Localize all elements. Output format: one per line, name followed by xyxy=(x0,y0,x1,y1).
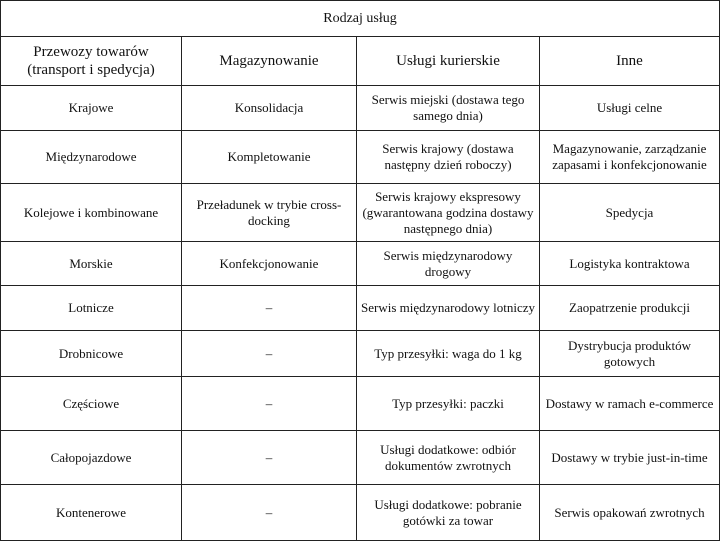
table-title-row xyxy=(1,1,720,37)
table-cell: Serwis międzynarodowy drogowy xyxy=(357,242,540,286)
table-cell: Konsolidacja xyxy=(182,86,357,131)
table-cell: Przeładunek w trybie cross-docking xyxy=(182,184,357,242)
table-cell: – xyxy=(182,331,357,377)
table-cell: Krajowe xyxy=(1,86,182,131)
table-cell: – xyxy=(182,377,357,431)
table-row xyxy=(1,431,720,485)
table-cell: Kontenerowe xyxy=(1,485,182,541)
table-row xyxy=(1,242,720,286)
table-cell: Logistyka kontraktowa xyxy=(540,242,720,286)
table-title: Rodzaj usług xyxy=(1,1,720,37)
table-cell: Dostawy w trybie just-in-time xyxy=(540,431,720,485)
table-cell: Typ przesyłki: waga do 1 kg xyxy=(357,331,540,377)
table-cell: Magazynowanie, zarządzanie zapasami i konfekcjonowanie xyxy=(540,131,720,184)
table-cell: Usługi dodatkowe: pobranie gotówki za towar xyxy=(357,485,540,541)
header-other: Inne xyxy=(540,37,720,86)
table-row xyxy=(1,485,720,541)
header-transport: Przewozy towarów (transport i spedycja) xyxy=(1,37,182,86)
table-cell: Drobnicowe xyxy=(1,331,182,377)
table-row xyxy=(1,286,720,331)
table-row xyxy=(1,184,720,242)
table-cell: Dostawy w ramach e-commerce xyxy=(540,377,720,431)
table-cell: Dystrybucja produktów gotowych xyxy=(540,331,720,377)
table-cell: Konfekcjonowanie xyxy=(182,242,357,286)
table-cell: Usługi dodatkowe: odbiór dokumentów zwrotnych xyxy=(357,431,540,485)
table-cell: Serwis opakowań zwrotnych xyxy=(540,485,720,541)
table-cell: – xyxy=(182,431,357,485)
table-cell: Całopojazdowe xyxy=(1,431,182,485)
table-row xyxy=(1,86,720,131)
table-cell: Lotnicze xyxy=(1,286,182,331)
table-cell: Serwis miejski (dostawa tego samego dnia) xyxy=(357,86,540,131)
table-row xyxy=(1,131,720,184)
table-cell: Kompletowanie xyxy=(182,131,357,184)
table-cell: – xyxy=(182,286,357,331)
table-cell: Usługi celne xyxy=(540,86,720,131)
table-cell: Serwis krajowy ekspresowy (gwarantowana godzina dostawy następnego dnia) xyxy=(357,184,540,242)
table-header-row xyxy=(1,37,720,86)
table-cell: Typ przesyłki: paczki xyxy=(357,377,540,431)
table-cell: Kolejowe i kombinowane xyxy=(1,184,182,242)
header-courier: Usługi kurierskie xyxy=(357,37,540,86)
table-cell: – xyxy=(182,485,357,541)
table-cell: Międzynarodowe xyxy=(1,131,182,184)
table-row xyxy=(1,377,720,431)
header-warehousing: Magazynowanie xyxy=(182,37,357,86)
table-cell: Serwis krajowy (dostawa następny dzień roboczy) xyxy=(357,131,540,184)
table-cell: Zaopatrzenie produkcji xyxy=(540,286,720,331)
table-cell: Spedycja xyxy=(540,184,720,242)
table-cell: Morskie xyxy=(1,242,182,286)
table-cell: Serwis międzynarodowy lotniczy xyxy=(357,286,540,331)
table-cell: Częściowe xyxy=(1,377,182,431)
table-row xyxy=(1,331,720,377)
